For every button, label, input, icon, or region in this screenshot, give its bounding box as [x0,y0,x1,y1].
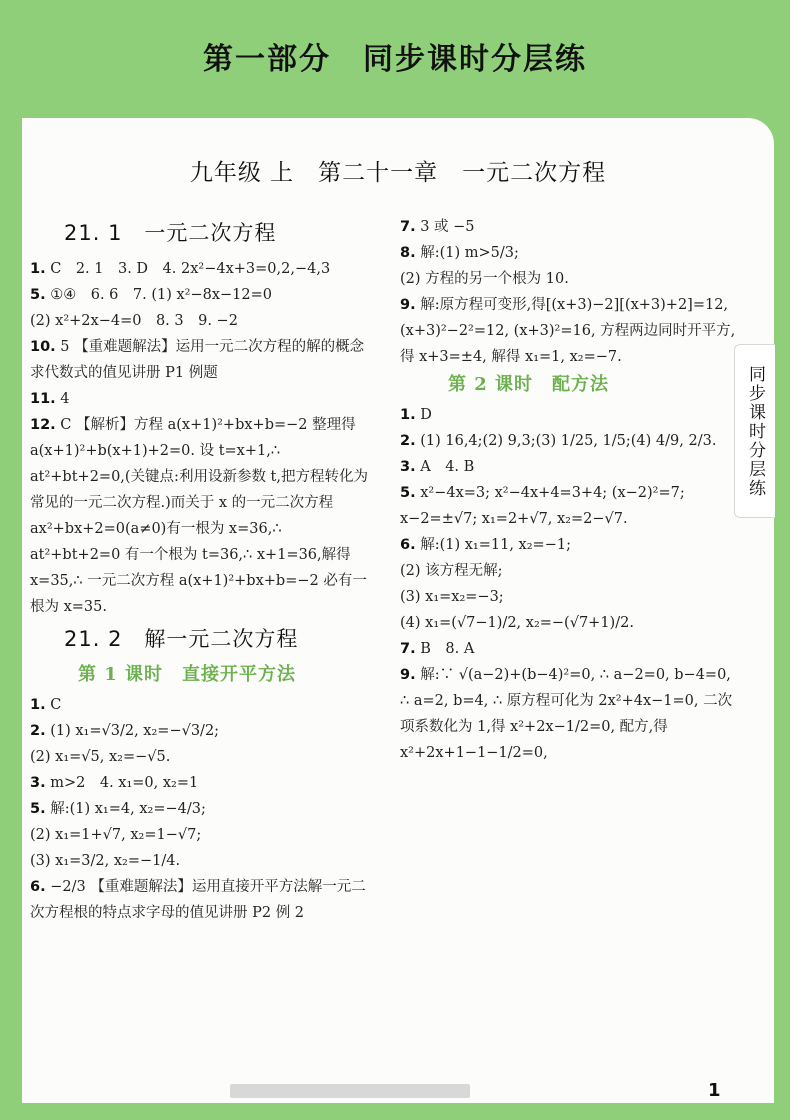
answer-item [400,454,736,480]
item-number: 5. [30,801,46,817]
item-text: C 2. 1 3. D 4. 2x²−4x+3=0,2,−4,3 [50,261,331,277]
answer-item [400,532,736,558]
answer-item [30,822,370,848]
answer-item [400,428,736,454]
item-number: 9. [400,667,416,683]
item-number: 2. [30,723,46,739]
item-text: (1) x₁=√3/2, x₂=−√3/2; [50,723,220,739]
item-number: 10. [30,339,56,355]
item-text: (4) x₁=(√7−1)/2, x₂=−(√7+1)/2. [400,615,634,631]
answer-item [30,386,370,412]
item-number: 5. [400,485,416,501]
item-text: A 4. B [420,459,475,475]
answer-item [400,480,736,532]
item-number: 6. [30,879,46,895]
lesson-heading: 第 2 课时 配方法 [448,374,610,395]
item-text: 解:(1) m>5/3; [420,245,519,261]
item-text: B 8. A [420,641,475,657]
item-text: ①④ 6. 6 7. (1) x²−8x−12=0 [50,287,272,303]
answer-item [30,282,370,308]
item-text: (2) x₁=√5, x₂=−√5. [30,749,171,765]
page-number: 1 [708,1080,721,1101]
item-number: 7. [400,219,416,235]
item-number: 1. [30,697,46,713]
item-number: 12. [30,417,56,433]
item-text: C 【解析】方程 a(x+1)²+bx+b=−2 整理得 a(x+1)²+b(x+1)+2=0. 设 t=x+1,∴ at²+bt+2=0,(关键点:利用设新参数 t,把方程转化为常见的一元二次方程.)而关于 x 的一元二次方程 ax²+bx+2=0(a≠0)有一根为 x=36,∴ at²+bt+2=0 有一个根为 t=36,∴ x+1=36,解得 x=35,∴ 一元二次方程 a(x+1)²+bx+b=−2 必有一根为 x=35. [30,417,368,615]
item-number: 6. [400,537,416,553]
item-text: 解:∵ √(a−2)+(b−4)²=0, ∴ a−2=0, b−4=0, ∴ a=2, b=4, ∴ 原方程可化为 2x²+4x−1=0, 二次项系数化为 1,得 x²+2x−1/2=0, 配方,得 x²+2x+1−1−1/2=0, [400,667,733,761]
item-text: (1) 16,4;(2) 9,3;(3) 1/25, 1/5;(4) 4/9, 2/3. [420,433,717,449]
answer-item [400,584,736,610]
item-text: x²−4x=3; x²−4x+4=3+4; (x−2)²=7; x−2=±√7; x₁=2+√7, x₂=2−√7. [400,485,685,527]
chapter-title: 九年级 上 第二十一章 一元二次方程 [189,160,607,186]
item-text: 解:(1) x₁=4, x₂=−4/3; [50,801,206,817]
section-heading: 21. 2 解一元二次方程 [64,627,299,651]
item-text: 4 [60,391,70,407]
side-tab[interactable]: 同步课时分层练 [734,344,775,518]
item-text: (2) 该方程无解; [400,563,503,579]
answer-item [400,558,736,584]
item-number: 3. [30,775,46,791]
item-text: D [420,407,432,423]
answer-item [400,662,736,766]
answer-item [30,412,370,620]
answer-item [30,718,370,744]
right-column [400,214,736,766]
item-number: 8. [400,245,416,261]
item-number: 9. [400,297,416,313]
answer-item [30,334,370,386]
answer-item [400,610,736,636]
item-text: (3) x₁=x₂=−3; [400,589,504,605]
item-number: 7. [400,641,416,657]
item-text: −2/3 【重难题解法】运用直接开平方法解一元二次方程根的特点求字母的值见讲册 P2 例 2 [30,879,366,921]
answer-item [400,240,736,266]
answer-item [400,636,736,662]
answer-item [30,308,370,334]
item-text: 5 【重难题解法】运用一元二次方程的解的概念求代数式的值见讲册 P1 例题 [30,339,365,381]
answer-item [30,256,370,282]
part-banner: 第一部分 同步课时分层练 [203,42,587,77]
answer-item [30,744,370,770]
footer-blurred-text [230,1084,470,1098]
item-text: (2) x₁=1+√7, x₂=1−√7; [30,827,202,843]
item-text: (3) x₁=3/2, x₂=−1/4. [30,853,181,869]
answer-item [400,402,736,428]
item-text: 3 或 −5 [420,219,475,235]
answer-item [30,848,370,874]
item-text: (2) x²+2x−4=0 8. 3 9. −2 [30,313,238,329]
item-text: 解:原方程可变形,得[(x+3)−2][(x+3)+2]=12, (x+3)²−2²=12, (x+3)²=16, 方程两边同时开平方,得 x+3=±4, 解得 x₁=1, x₂=−7. [400,297,736,365]
item-number: 1. [30,261,46,277]
answer-item [400,266,736,292]
section-heading: 21. 1 一元二次方程 [64,221,277,245]
left-column [30,214,370,926]
answer-item [30,874,370,926]
item-text: 解:(1) x₁=11, x₂=−1; [420,537,571,553]
answer-item [30,796,370,822]
item-number: 11. [30,391,56,407]
answer-item [400,292,736,370]
item-text: (2) 方程的另一个根为 10. [400,271,569,287]
item-number: 3. [400,459,416,475]
item-number: 2. [400,433,416,449]
lesson-heading: 第 1 课时 直接开平方法 [78,664,297,685]
item-text: C [50,697,62,713]
answer-item [30,770,370,796]
item-number: 5. [30,287,46,303]
item-text: m>2 4. x₁=0, x₂=1 [50,775,199,791]
answer-item [30,692,370,718]
answer-item [400,214,736,240]
item-number: 1. [400,407,416,423]
